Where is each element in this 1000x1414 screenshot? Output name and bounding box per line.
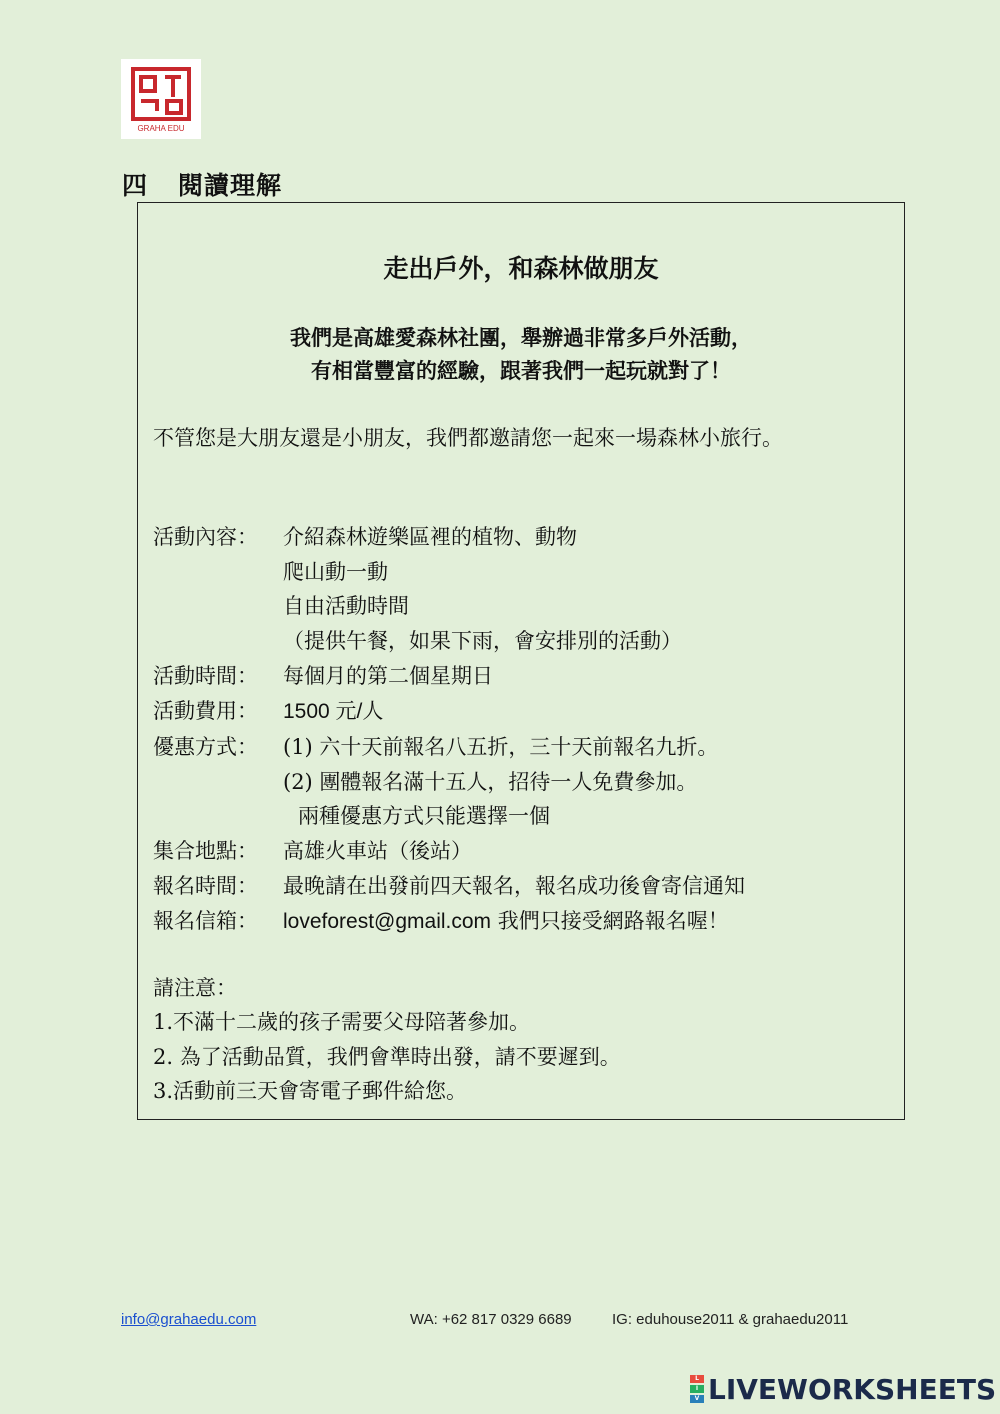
section-title: 閱讀理解	[178, 171, 283, 200]
content-label: 活動內容：	[153, 525, 258, 549]
liveworksheets-icon	[690, 1374, 704, 1404]
signup-label: 報名時間：	[153, 874, 258, 898]
email-row	[153, 904, 729, 939]
passage-box	[137, 202, 905, 1120]
liveworksheets-brand	[690, 1373, 996, 1405]
time-label: 活動時間：	[153, 664, 258, 688]
email-label: 報名信箱：	[153, 909, 258, 933]
content-row	[153, 520, 577, 554]
discount-1: (1) 六十天前報名八五折，三十天前報名九折。	[283, 735, 719, 759]
footer-ig: IG: eduhouse2011 & grahaedu2011	[612, 1311, 849, 1328]
content-item: （提供午餐，如果下雨，會安排別的活動）	[283, 629, 682, 653]
notice-item: 1.不滿十二歲的孩子需要父母陪著參加。	[153, 1010, 531, 1034]
logo-caption: GRAHA EDU	[137, 124, 185, 133]
icon-letter: I	[690, 1385, 704, 1393]
brand-text: LIVEWORKSHEETS	[708, 1372, 997, 1406]
email-value: loveforest@gmail.com	[283, 910, 492, 933]
fee-value: 1500 元/人	[283, 700, 384, 723]
graha-edu-logo	[121, 59, 201, 139]
email-note: 我們只接受網路報名喔！	[491, 909, 729, 933]
discount-2: (2) 團體報名滿十五人，招待一人免費參加。	[283, 770, 698, 794]
fee-row	[153, 694, 383, 729]
icon-letter: L	[690, 1375, 704, 1383]
discount-label: 優惠方式：	[153, 735, 258, 759]
section-number: 四	[122, 171, 149, 200]
footer-wa: WA: +62 817 0329 6689	[410, 1311, 572, 1328]
content-item: 自由活動時間	[283, 594, 409, 618]
time-row	[153, 659, 493, 693]
notice-label: 請注意：	[153, 976, 237, 1000]
discount-row	[153, 730, 718, 764]
signup-row	[153, 869, 745, 903]
signup-value: 最晚請在出發前四天報名，報名成功後會寄信通知	[283, 874, 745, 898]
intro-line: 我們是高雄愛森林社團，舉辦過非常多戶外活動，	[290, 325, 752, 350]
passage-intro	[138, 321, 904, 387]
intro-line: 有相當豐富的經驗，跟著我們一起玩就對了！	[311, 358, 731, 383]
notice-item: 3.活動前三天會寄電子郵件給您。	[153, 1079, 468, 1103]
place-label: 集合地點：	[153, 839, 258, 863]
logo	[121, 59, 201, 139]
footer-email-link[interactable]: info@grahaedu.com	[121, 1311, 257, 1328]
fee-label: 活動費用：	[153, 699, 258, 723]
place-value: 高雄火車站（後站）	[283, 839, 472, 863]
passage-title: 走出戶外，和森林做朋友	[383, 254, 659, 283]
content-item: 介紹森林遊樂區裡的植物、動物	[283, 525, 577, 549]
time-value: 每個月的第二個星期日	[283, 664, 493, 688]
passage-paragraph: 不管您是大朋友還是小朋友，我們都邀請您一起來一場森林小旅行。	[153, 426, 783, 450]
place-row	[153, 834, 472, 868]
content-item: 爬山動一動	[283, 560, 388, 584]
notice-item: 2. 為了活動品質，我們會準時出發，請不要遲到。	[153, 1045, 621, 1069]
discount-note: 兩種優惠方式只能選擇一個	[298, 804, 550, 828]
icon-letter: V	[690, 1395, 704, 1403]
section-heading	[122, 166, 282, 202]
